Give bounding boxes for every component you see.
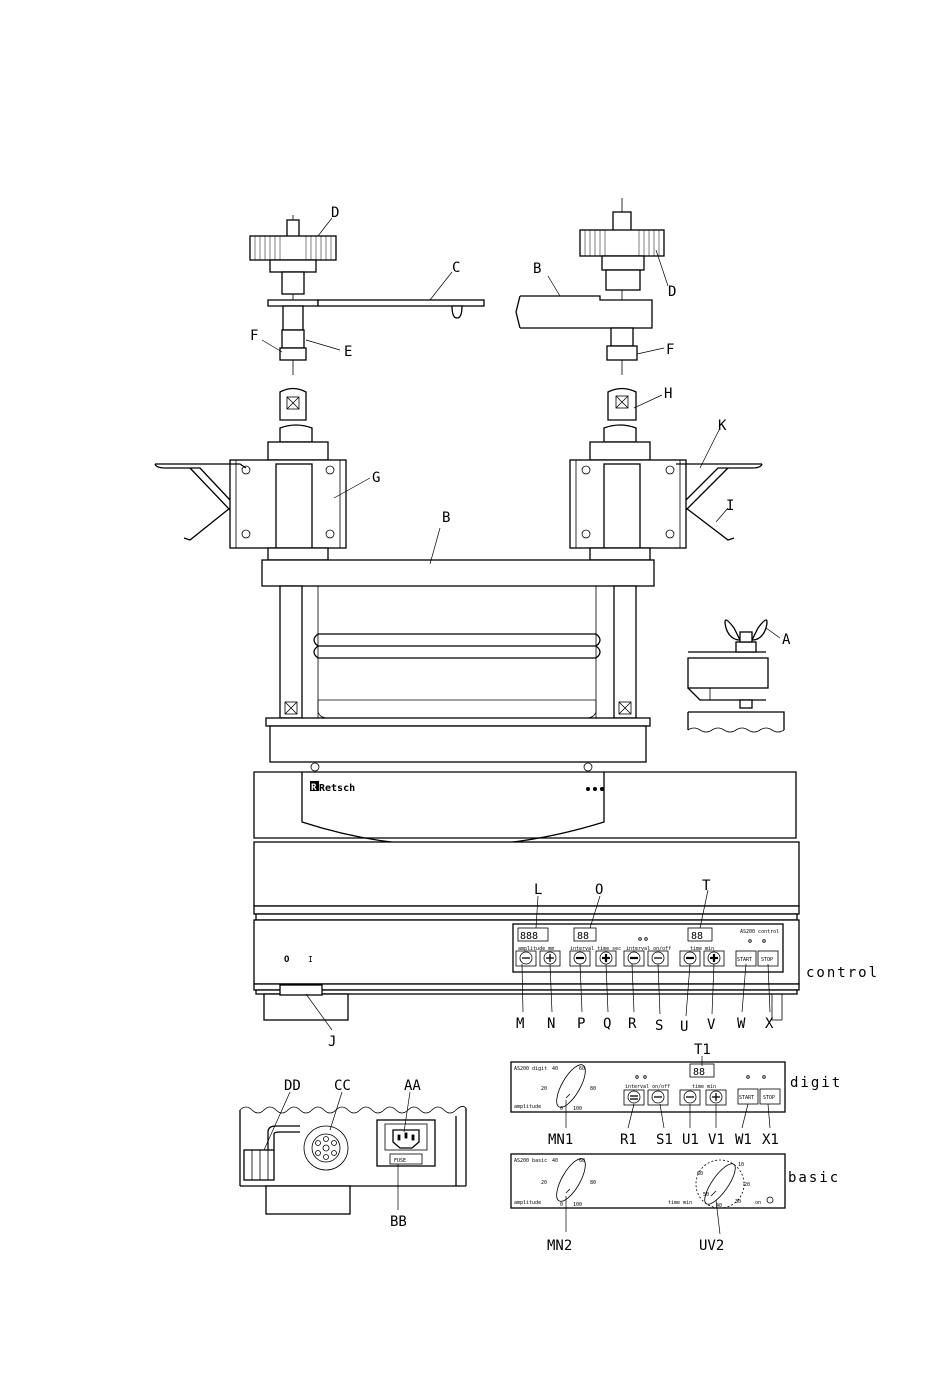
label-x1: X1 [762,1132,779,1148]
label-mn2: MN2 [547,1238,573,1254]
label-m: M [516,1016,525,1032]
label-r: R [628,1016,637,1032]
label-b-crossbar: B [442,510,451,526]
svg-text:60: 60 [579,1066,586,1072]
svg-text:50: 50 [703,1192,710,1198]
label-j: J [328,1034,337,1050]
label-b-top: B [533,261,542,277]
svg-text:on: on [755,1200,762,1206]
control-panel [513,924,783,972]
label-i: I [726,498,735,514]
svg-text:30: 30 [735,1199,742,1205]
left-clamping-block-g [155,425,346,560]
variant-label-basic: basic [788,1170,841,1186]
svg-text:0: 0 [560,1106,564,1112]
svg-text:interval time sec: interval time sec [570,946,622,952]
label-h: H [664,386,673,402]
svg-text:R: R [311,783,317,793]
label-w: W [737,1016,746,1032]
left-tension-rod [280,586,302,718]
label-x: X [765,1016,774,1032]
label-v1: V1 [708,1132,725,1148]
label-r1: R1 [620,1132,637,1148]
svg-text:AS200 basic: AS200 basic [514,1158,548,1164]
label-u1: U1 [682,1132,699,1148]
label-u: U [680,1019,689,1035]
svg-text:60: 60 [579,1158,586,1164]
brand-text: Retsch [319,783,356,794]
svg-text:interval on/off: interval on/off [625,1084,671,1090]
svg-text:FUSE: FUSE [394,1158,407,1164]
svg-text:AS200 control: AS200 control [740,929,780,935]
label-a: A [782,632,791,648]
svg-text:40: 40 [552,1158,559,1164]
svg-text:20: 20 [541,1086,548,1092]
label-e: E [344,344,353,360]
right-nut-f [607,346,637,360]
svg-text:time min: time min [692,1084,717,1090]
label-d-left: D [331,205,340,221]
svg-text:888: 888 [520,931,539,942]
svg-text:amplitude mm: amplitude mm [518,946,555,952]
svg-text:80: 80 [590,1086,597,1092]
left-knurled-nut [250,236,336,260]
svg-text:88: 88 [693,1067,706,1078]
left-nut-f [280,348,306,360]
label-d-right: D [668,284,677,300]
label-s1: S1 [656,1132,673,1148]
crossbar-b [262,560,654,586]
label-s: S [655,1018,664,1034]
svg-text:amplitude: amplitude [514,1200,542,1206]
label-bb: BB [390,1214,407,1230]
label-o: O [595,882,604,898]
svg-text:STOP: STOP [761,957,774,963]
svg-text:STOP: STOP [763,1095,776,1101]
svg-text:40: 40 [552,1066,559,1072]
label-t1: T1 [694,1042,711,1058]
label-g: G [372,470,381,486]
right-tension-rod [614,586,636,718]
svg-text:interval on/off: interval on/off [626,946,672,952]
label-t: T [702,878,711,894]
right-knurled-nut [580,230,664,256]
label-k: K [718,418,727,434]
label-cc: CC [334,1078,351,1094]
label-p: P [577,1016,586,1032]
svg-text:20: 20 [541,1180,548,1186]
rear-connector-detail [240,1106,466,1214]
label-f-right: F [666,342,675,358]
left-threaded-holder [280,389,306,421]
svg-text:time min: time min [690,946,715,952]
svg-text:0: 0 [560,1202,564,1208]
svg-text:START: START [739,1095,755,1101]
variant-label-control: control [806,965,880,981]
sieve-stack [262,560,654,762]
basic-panel [511,1154,785,1209]
svg-text:88: 88 [691,931,704,942]
label-mn1: MN1 [548,1132,574,1148]
lever-k [686,464,762,500]
label-v: V [707,1017,716,1033]
base-plate [270,726,646,762]
digit-panel [511,1061,785,1112]
label-dd: DD [284,1078,301,1094]
label-w1: W1 [735,1132,752,1148]
left-spindle-assembly [250,215,484,375]
svg-text:20: 20 [744,1182,751,1188]
svg-text:10: 10 [738,1162,745,1168]
svg-text:AS200 digit: AS200 digit [514,1066,548,1072]
svg-text:100: 100 [573,1106,583,1112]
label-uv2: UV2 [699,1238,725,1254]
power-on-symbol: I [308,955,313,964]
svg-text:100: 100 [573,1202,583,1208]
power-off-symbol: O [284,955,290,965]
label-n: N [547,1016,556,1032]
label-f-left: F [250,328,259,344]
svg-text:amplitude: amplitude [514,1104,542,1110]
svg-text:88: 88 [577,931,590,942]
right-spindle-assembly [516,198,664,375]
machine-housing [254,763,799,1020]
label-l: L [534,882,543,898]
svg-text:40: 40 [716,1203,723,1209]
wing-nut-detail-a [688,620,784,732]
label-aa: AA [404,1078,421,1094]
variant-label-digit: digit [790,1075,843,1091]
left-clamping-arm [318,300,484,306]
label-q: Q [603,1016,612,1032]
right-clamping-arm [520,296,652,328]
plug-dd [244,1150,274,1180]
svg-text:time min: time min [668,1200,693,1206]
svg-text:80: 80 [590,1180,597,1186]
label-c: C [452,260,461,276]
right-clamping-block-g [570,425,762,560]
svg-text:START: START [737,957,753,963]
svg-text:60: 60 [697,1171,704,1177]
right-threaded-holder-h [608,389,636,421]
socket-cc [304,1126,348,1170]
switch-j [280,985,322,995]
